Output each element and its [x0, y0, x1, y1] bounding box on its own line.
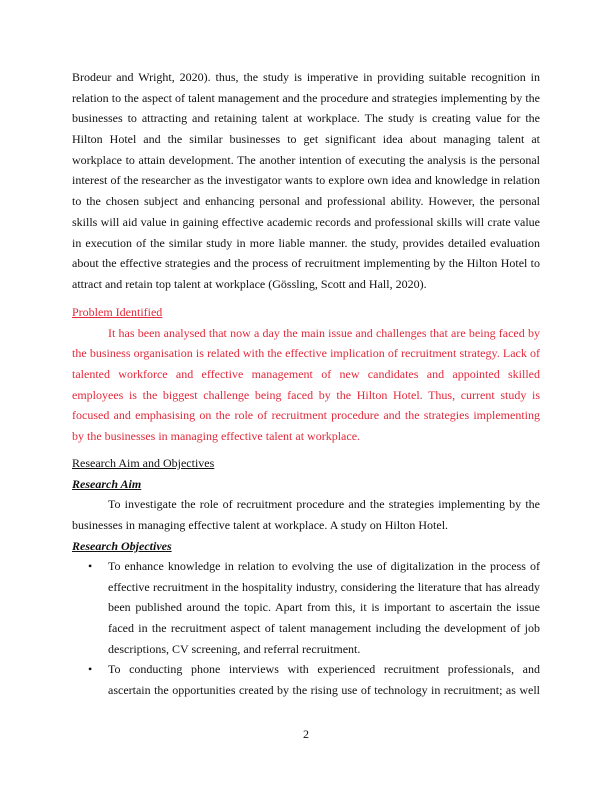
text-line: attract and retain top talent at workplace (Gössling, Scott and Hall, 2020). [72, 276, 427, 291]
problem-section [72, 302, 540, 447]
text-line: been published around the topic. Apart from this, it is important to ascertain the issue [108, 600, 540, 615]
text-line: focused and emphasising on the role of recruitment procedure and the strategies implementing [72, 408, 540, 423]
text-line: faced in the recruitment aspect of talent management including the development of job [108, 621, 540, 636]
text-line: To conducting phone interviews with experienced recruitment professionals, and [108, 662, 540, 677]
text-line: workplace to attain development. The another intention of executing the analysis is the personal [72, 152, 540, 167]
aim-section [72, 453, 540, 556]
text-line: To investigate the role of recruitment procedure and the strategies implementing by the [108, 497, 540, 512]
objectives-list [88, 556, 540, 701]
research-objectives-heading: Research Objectives [72, 538, 172, 553]
text-line: ascertain the opportunities created by the rising use of technology in recruitment; as well [108, 683, 540, 698]
list-item [88, 659, 540, 700]
text-line: businesses to attracting and retaining talent at workplace. The study is creating value for the [72, 111, 540, 126]
text-line: employees is the biggest challenge being faced by the Hilton Hotel. Thus, current study is [72, 387, 540, 402]
intro-paragraph [72, 67, 540, 295]
text-line: relation to the aspect of talent management and the procedure and strategies implementing by the [72, 90, 540, 105]
page-number: 2 [303, 727, 309, 741]
text-line: by the businesses in managing effective talent at workplace. [72, 429, 361, 444]
problem-heading: Problem Identified [72, 305, 163, 319]
bullet-icon: • [88, 559, 93, 573]
text-line: It has been analysed that now a day the main issue and challenges that are being faced by [108, 325, 540, 340]
text-line: Hilton Hotel and the similar businesses to get significant idea about managing talent at [72, 132, 540, 147]
text-line: talented workforce and effective management of new candidates and appointed skilled [72, 367, 540, 382]
research-aim-heading: Research Aim [72, 476, 142, 491]
text-line: skills will aid value in gaining effective academic records and professional skills will crate value [72, 214, 540, 229]
text-line: To enhance knowledge in relation to evolving the use of digitalization in the process of [108, 559, 540, 573]
text-line: Brodeur and Wright, 2020). thus, the study is imperative in providing suitable recognition in [72, 70, 540, 84]
aims-objectives-heading: Research Aim and Objectives [72, 456, 215, 470]
text-line: in execution of the similar study in more liable manner. the study, provides detailed evaluation [72, 235, 540, 250]
text-line: interest of the researcher as the investigator wants to explore own idea and knowledge in relation [72, 173, 540, 188]
bullet-icon: • [88, 662, 93, 677]
text-line: descriptions, CV screening, and referral recruitment. [108, 641, 361, 656]
text-line: effective recruitment in the hospitality industry, considering the literature that has already [108, 579, 540, 594]
text-line: to the chosen subject and enhancing personal and professional ability. However, the personal [72, 194, 540, 209]
text-line: the business organisation is related with the effective implication of recruitment strategy. Lack of [72, 346, 540, 361]
list-item [88, 556, 540, 659]
text-line: businesses in managing effective talent at workplace. A study on Hilton Hotel. [72, 518, 449, 533]
text-line: about the effective strategies and the process of recruitment implementing by the Hilton Hotel to [72, 256, 540, 271]
